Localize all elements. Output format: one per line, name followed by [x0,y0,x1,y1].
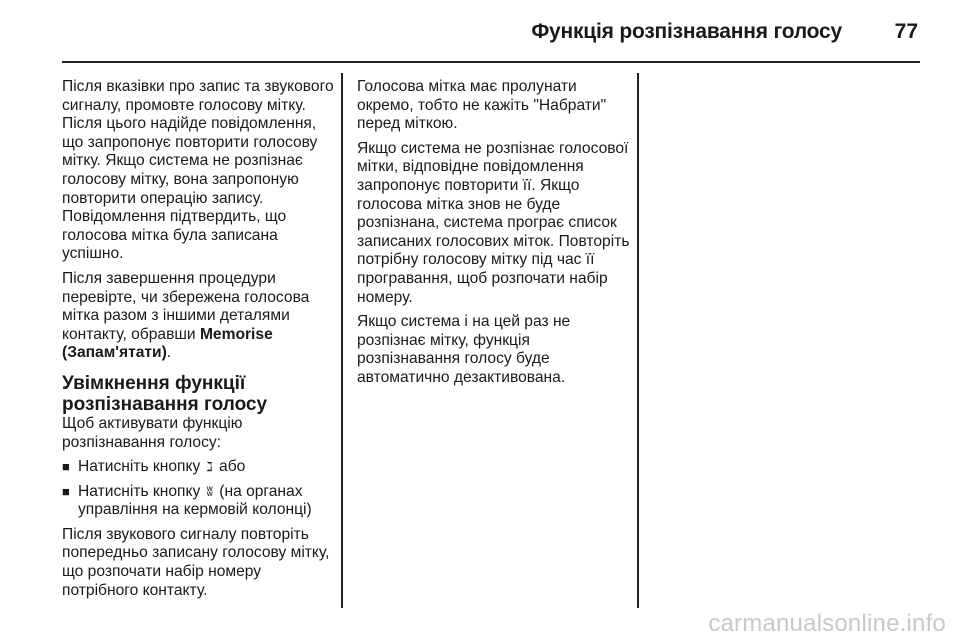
paragraph-end-mark: . [166,344,172,362]
list-item-after: (на органах управління на кермовій колонці) [78,482,312,519]
paragraph-check-saved [62,270,334,363]
memorise-option: Memorise (Запам'ятати) [62,325,273,362]
list-item [62,458,334,477]
page-title: Функція розпізнавання голосу [531,20,842,43]
column-right [357,78,631,394]
header-rule [62,61,920,63]
list-item-before: Натисніть кнопку [78,458,201,476]
paragraph-repeat-label: Після звукового сигналу повторіть попередньо записану голосову мітку, що розпочати набір номеру потрібного контакту. [62,525,330,599]
list-item-text [78,458,245,477]
section-heading: Увімкнення функції розпізнавання голосу [62,372,268,415]
voice-button-icon: ℷ [206,459,213,475]
paragraph-check-saved-text: Після завершення процедури перевірте, чи збережена голосова мітка разом з іншими деталями контакту, обравши [62,269,310,343]
list-item-after: або [219,458,246,476]
page-header [0,14,918,50]
list-item-before: Натисніть кнопку [78,482,201,500]
page-number: 77 [894,20,918,43]
paragraph-not-recognized: Якщо система не розпізнає голосової мітки, відповідне повідомлення запропонує повторити її. Якщо голосова мітка знов не буде розпізнана, система програє список записаних голосових міток. Повторіть потрібну голосову мітку під час її програвання, щоб розпочати набір номеру. [357,139,630,306]
paragraph-deactivated: Якщо система і на цей раз не розпізнає мітку, функція розпізнавання голосу буде автоматично дезактивована. [357,313,571,386]
column-left [62,78,334,606]
list-item [62,483,334,520]
bullet-square-icon: ■ [62,459,70,475]
bullet-square-icon: ■ [62,483,70,499]
paragraph-activate: Щоб активувати функцію розпізнавання голосу: [62,414,243,451]
steering-voice-icon: ʬ [206,483,213,499]
watermark: carmanualsonline.info [708,610,946,637]
column-divider-right [637,73,639,608]
paragraph-recording-prompt: Після вказівки про запис та звукового сигналу, промовте голосову мітку. Після цього надійде повідомлення, що запропонує повторити голосову мітку. Якщо система не розпізнає голосову мітку, вона запропоную повторити операцію запису. Повідомлення підтвердить, що голосова мітка була записана успішно. [62,78,334,263]
list-item-text [78,483,334,520]
column-divider-left [341,73,343,608]
paragraph-separate-label: Голосова мітка має пролунати окремо, тобто не кажіть "Набрати" перед міткою. [357,78,607,133]
